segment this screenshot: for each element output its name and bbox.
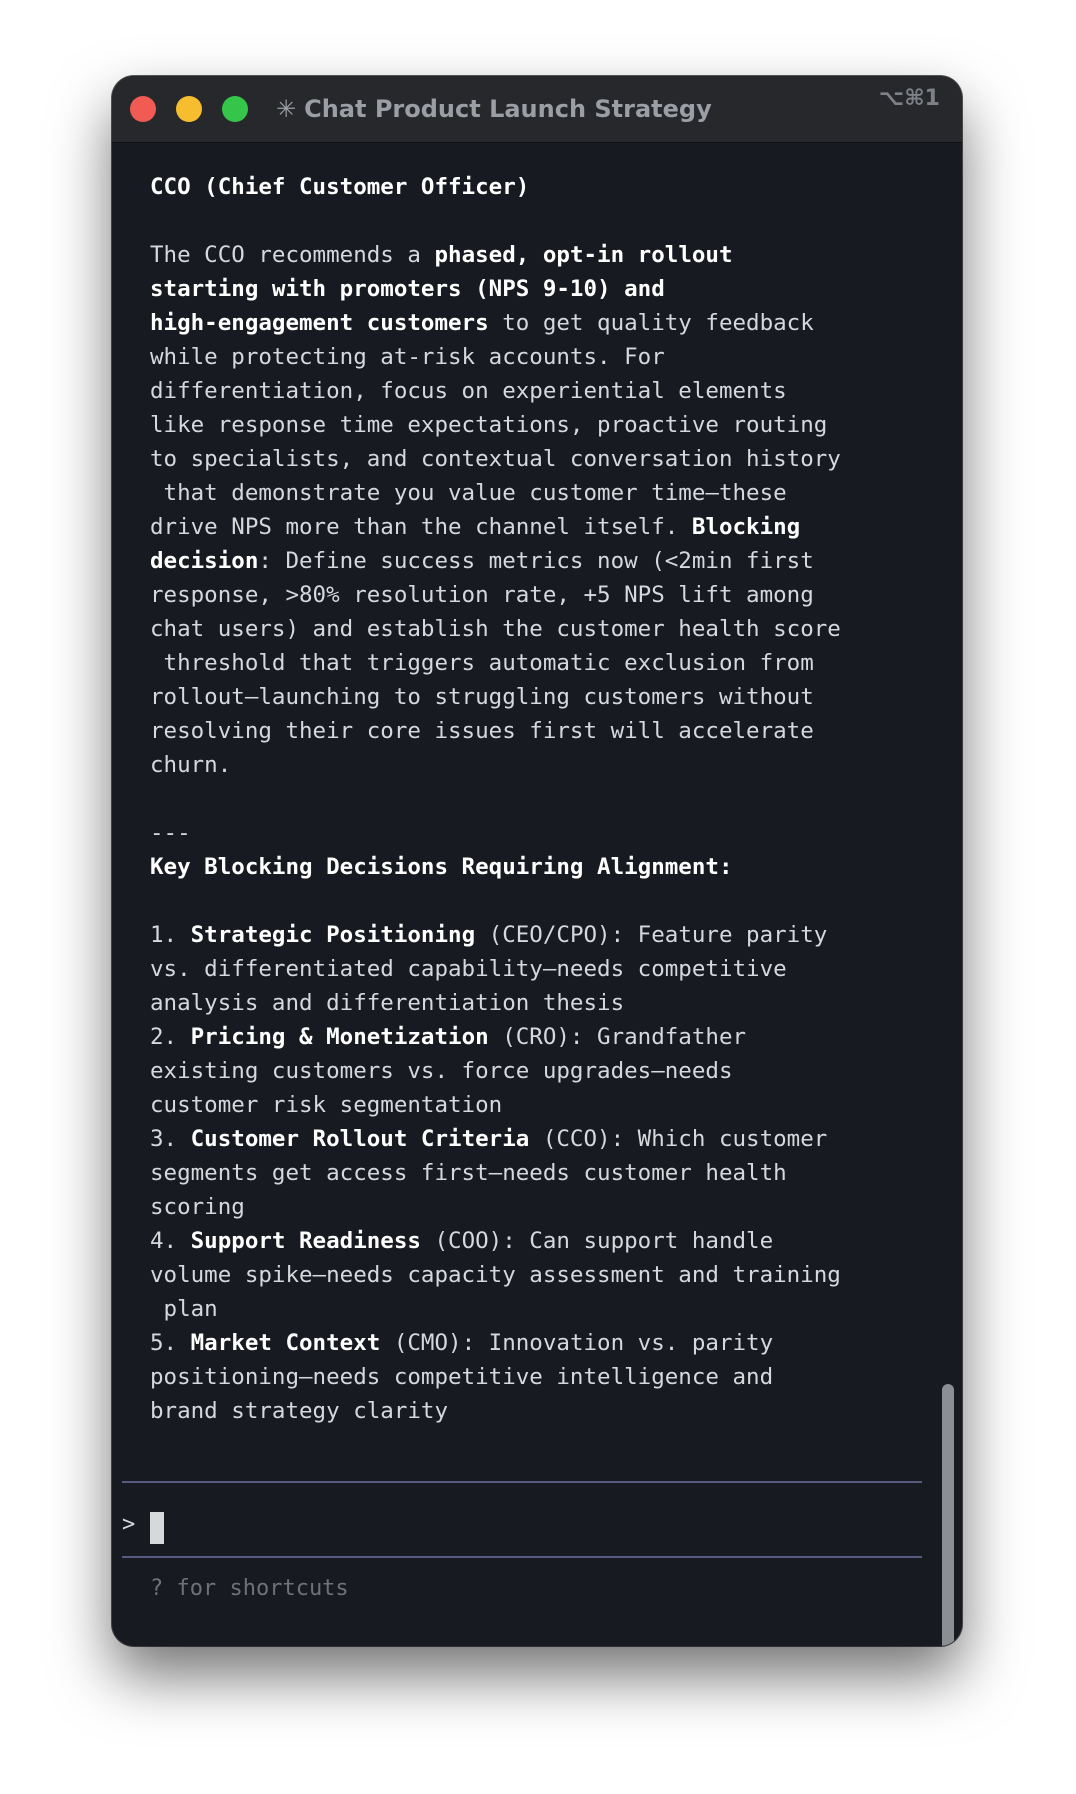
- shortcuts-hint: ? for shortcuts: [150, 1576, 349, 1601]
- decision-line: [150, 1394, 890, 1428]
- text-run: resolving their core issues first will accelerate: [150, 718, 814, 744]
- decision-line: [150, 918, 890, 952]
- text-run: 5.: [150, 1330, 191, 1356]
- text-run: rollout—launching to struggling customers without: [150, 684, 814, 710]
- text-run: volume spike—needs capacity assessment and training: [150, 1262, 841, 1288]
- text-run: The CCO recommends a: [150, 242, 435, 268]
- sparkle-icon: ✳: [276, 95, 297, 123]
- text-run: scoring: [150, 1194, 245, 1220]
- scrollbar-thumb[interactable]: [942, 1384, 954, 1646]
- paragraph-line: [150, 238, 890, 272]
- text-run: segments get access first—needs customer health: [150, 1160, 787, 1186]
- input-bottom-divider: [122, 1556, 922, 1558]
- text-run: 3.: [150, 1126, 191, 1152]
- text-run: (CRO): Grandfather: [488, 1024, 747, 1050]
- paragraph-line: [150, 442, 890, 476]
- text-run: brand strategy clarity: [150, 1398, 449, 1424]
- window-shortcut-label: ⌥⌘1: [878, 86, 940, 111]
- paragraph-line: [150, 714, 890, 748]
- text-run: to get quality feedback: [488, 310, 814, 336]
- text-run: (COO): Can support handle: [420, 1228, 774, 1254]
- text-run: chat users) and establish the customer health score: [150, 616, 841, 642]
- input-cursor[interactable]: [150, 1512, 164, 1544]
- text-run: while protecting at-risk accounts. For: [150, 344, 665, 370]
- text-run: existing customers vs. force upgrades—needs: [150, 1058, 733, 1084]
- text-run: differentiation, focus on experiential elements: [150, 378, 787, 404]
- decision-line: [150, 986, 890, 1020]
- paragraph-line: [150, 306, 890, 340]
- decision-line: [150, 952, 890, 986]
- text-run: (CEO/CPO): Feature parity: [475, 922, 828, 948]
- decision-line: [150, 1122, 890, 1156]
- text-run: like response time expectations, proactive routing: [150, 412, 828, 438]
- cco-paragraph: [150, 238, 890, 782]
- text-run: analysis and differentiation thesis: [150, 990, 625, 1016]
- title-bar[interactable]: [112, 76, 962, 143]
- bold-text: Market Context: [190, 1330, 381, 1356]
- bold-text: Support Readiness: [190, 1228, 421, 1254]
- text-run: vs. differentiated capability—needs competitive: [150, 956, 787, 982]
- paragraph-line: [150, 374, 890, 408]
- decision-line: [150, 1054, 890, 1088]
- bold-text: decision: [150, 548, 259, 574]
- separator: ---: [150, 820, 191, 846]
- input-top-divider: [122, 1481, 922, 1483]
- decision-line: [150, 1088, 890, 1122]
- paragraph-line: [150, 748, 890, 782]
- message-content: [150, 170, 890, 1428]
- paragraph-line: [150, 612, 890, 646]
- window-title: [276, 90, 712, 128]
- text-run: to specialists, and contextual conversation history: [150, 446, 841, 472]
- decision-line: [150, 1156, 890, 1190]
- paragraph-line: [150, 646, 890, 680]
- paragraph-line: [150, 408, 890, 442]
- text-run: customer risk segmentation: [150, 1092, 503, 1118]
- text-run: (CCO): Which customer: [529, 1126, 828, 1152]
- decisions-heading: Key Blocking Decisions Requiring Alignment:: [150, 854, 733, 880]
- minimize-button[interactable]: [176, 96, 202, 122]
- paragraph-line: [150, 476, 890, 510]
- section-heading: CCO (Chief Customer Officer): [150, 174, 530, 200]
- bold-text: high-engagement customers: [150, 310, 489, 336]
- text-run: positioning—needs competitive intelligence and: [150, 1364, 774, 1390]
- text-run: 4.: [150, 1228, 191, 1254]
- text-run: response, >80% resolution rate, +5 NPS lift among: [150, 582, 814, 608]
- text-run: 1.: [150, 922, 191, 948]
- text-run: drive NPS more than the channel itself.: [150, 514, 692, 540]
- text-run: : Define success metrics now (<2min first: [258, 548, 814, 574]
- paragraph-line: [150, 272, 890, 306]
- text-run: threshold that triggers automatic exclusion from: [150, 650, 814, 676]
- decision-line: [150, 1326, 890, 1360]
- bold-text: Strategic Positioning: [190, 922, 476, 948]
- bold-text: phased, opt-in rollout: [434, 242, 733, 268]
- paragraph-line: [150, 680, 890, 714]
- close-button[interactable]: [130, 96, 156, 122]
- decision-line: [150, 1190, 890, 1224]
- text-run: plan: [150, 1296, 218, 1322]
- paragraph-line: [150, 510, 890, 544]
- text-run: 2.: [150, 1024, 191, 1050]
- decisions-list: [150, 918, 890, 1428]
- terminal-window: [112, 76, 962, 1646]
- text-run: (CMO): Innovation vs. parity: [380, 1330, 774, 1356]
- bold-text: Pricing & Monetization: [190, 1024, 489, 1050]
- text-run: churn.: [150, 752, 232, 778]
- paragraph-line: [150, 340, 890, 374]
- paragraph-line: [150, 578, 890, 612]
- bold-text: Customer Rollout Criteria: [190, 1126, 530, 1152]
- bold-text: starting with promoters (NPS 9-10) and: [150, 276, 665, 302]
- decision-line: [150, 1360, 890, 1394]
- bold-text: Blocking: [691, 514, 801, 540]
- decision-line: [150, 1292, 890, 1326]
- text-run: that demonstrate you value customer time—these: [150, 480, 787, 506]
- decision-line: [150, 1224, 890, 1258]
- paragraph-line: [150, 544, 890, 578]
- zoom-button[interactable]: [222, 96, 248, 122]
- decision-line: [150, 1020, 890, 1054]
- window-title-text: Chat Product Launch Strategy: [304, 95, 712, 123]
- decision-line: [150, 1258, 890, 1292]
- prompt-symbol: >: [122, 1512, 136, 1537]
